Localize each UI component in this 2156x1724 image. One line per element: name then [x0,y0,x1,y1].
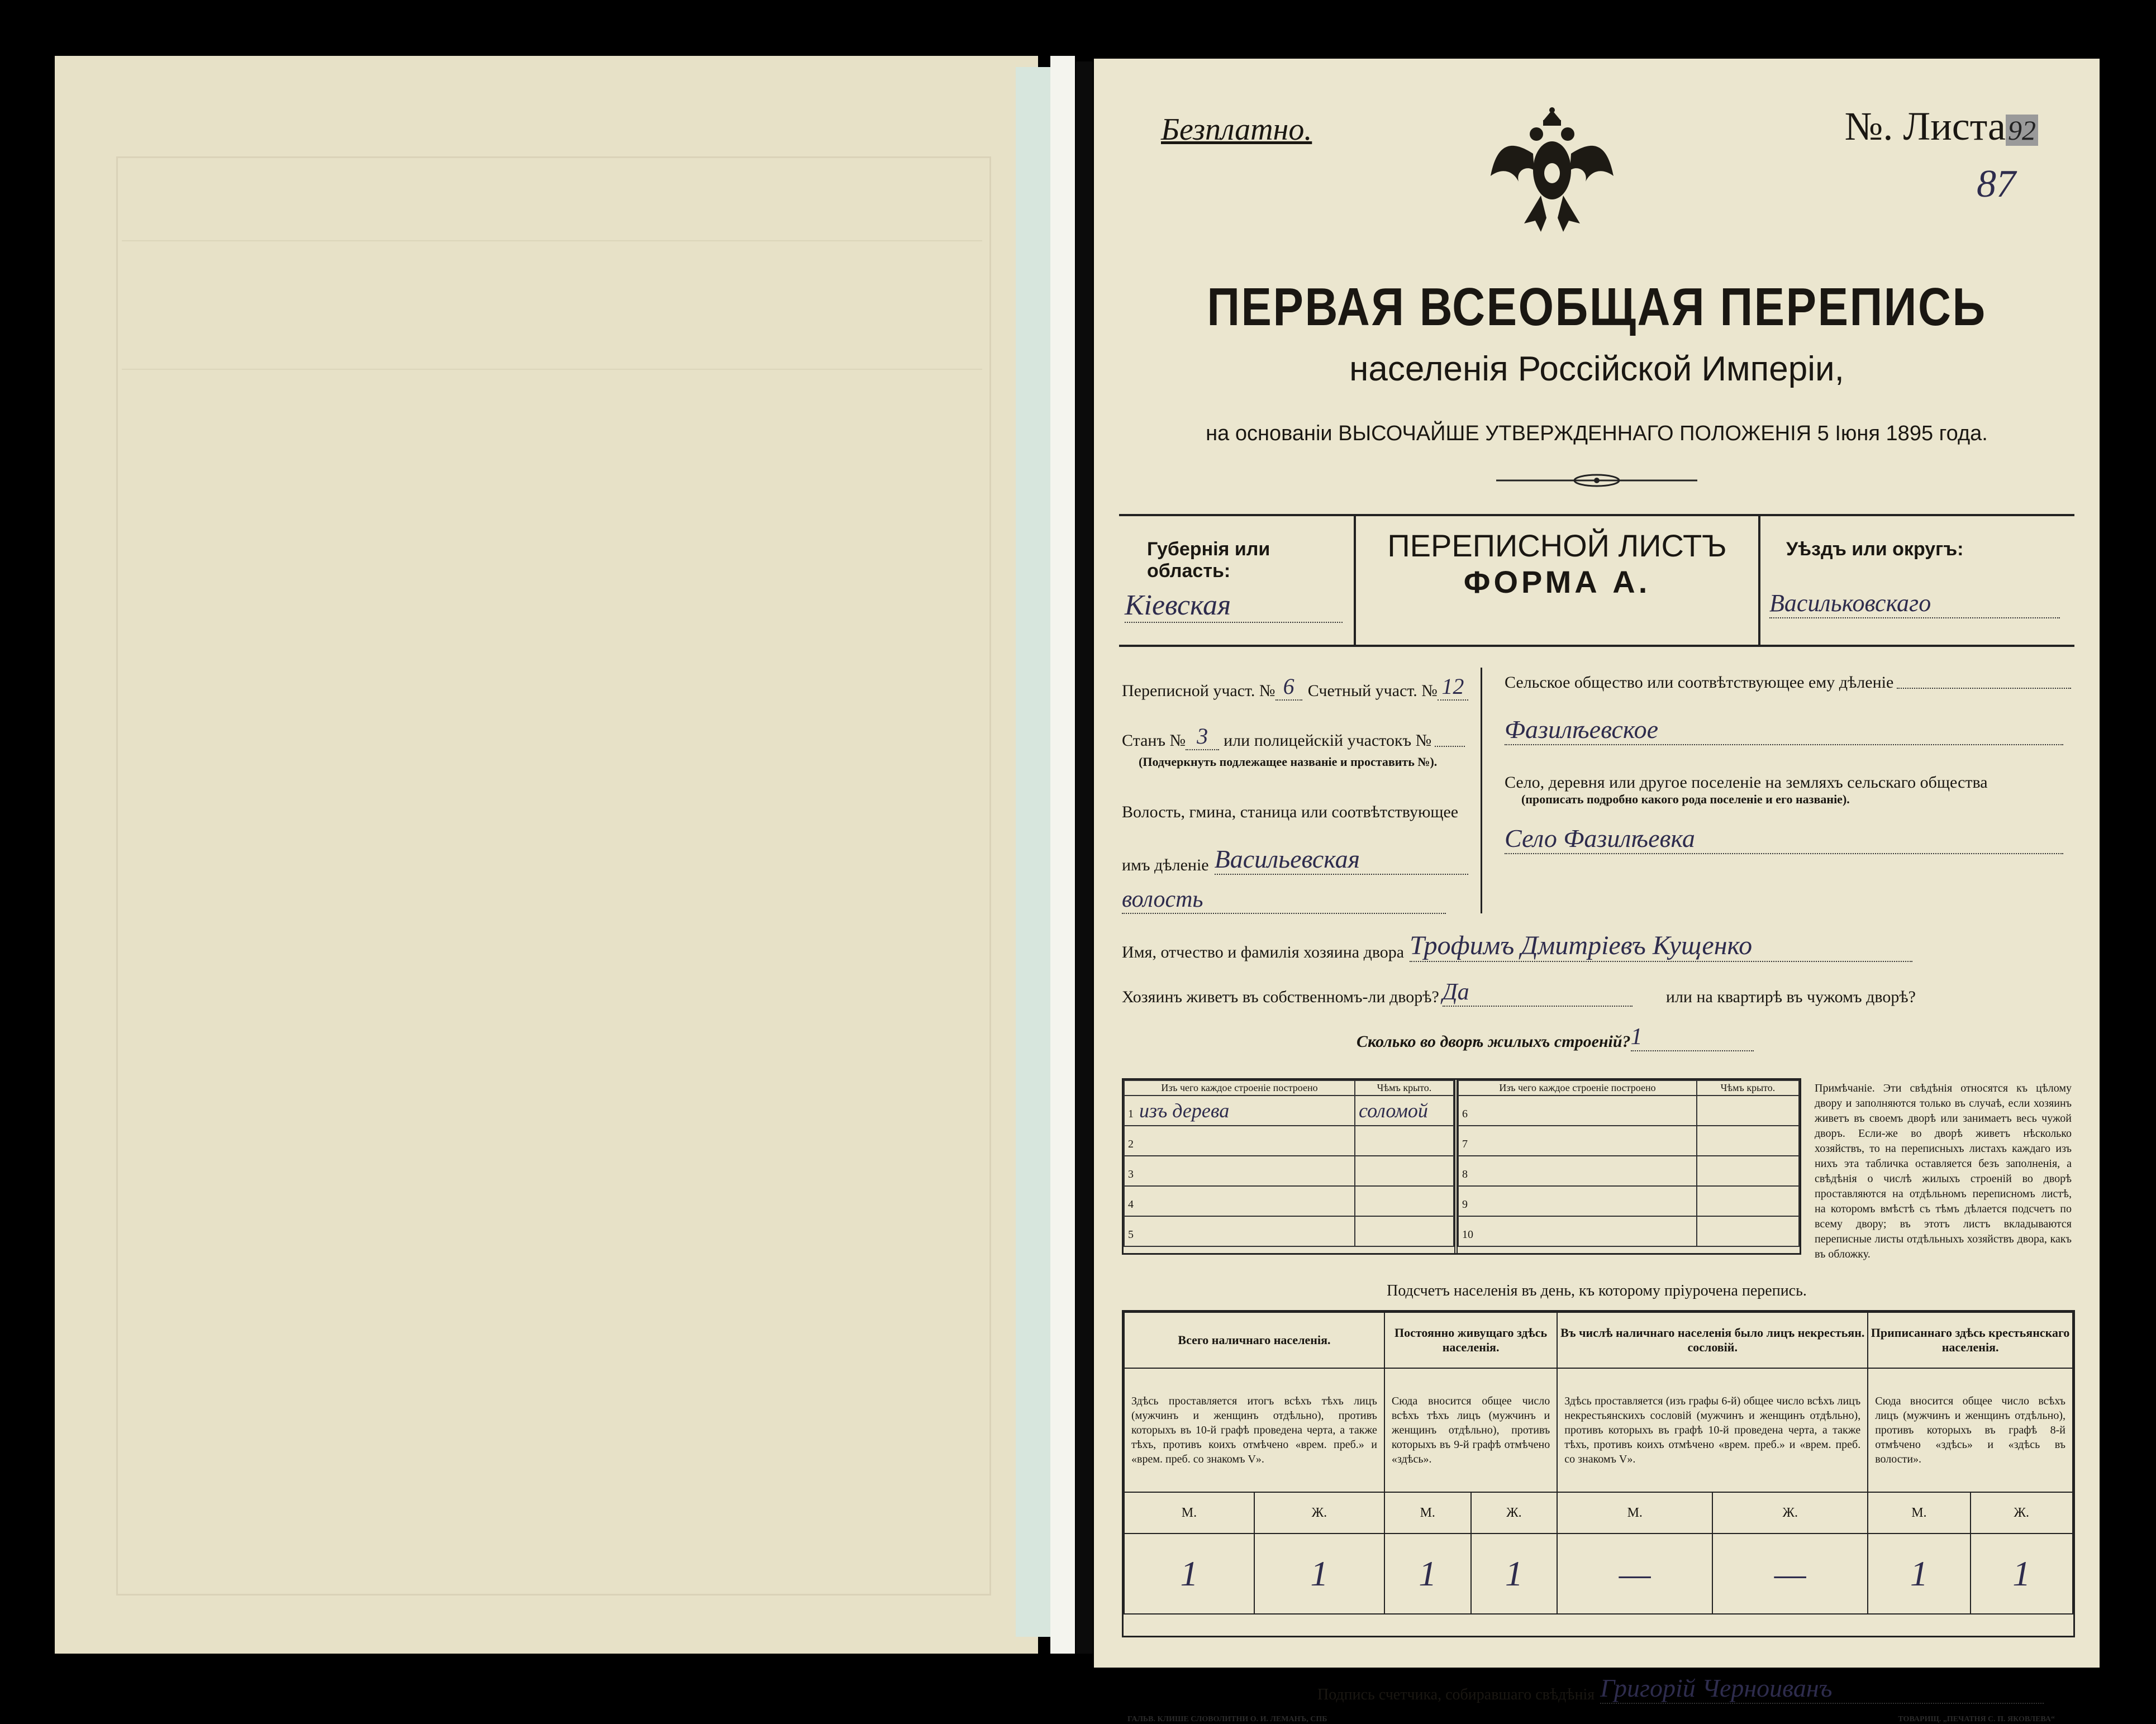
census-sheet-label: ПЕРЕПИСНОЙ ЛИСТЪ [1387,528,1727,563]
female-header: Ж. [1712,1492,1868,1533]
imperial-eagle-emblem [1485,103,1619,237]
form-subtitle: населенія Россійской Имперіи, [1349,350,1844,388]
building-roof-value [1697,1126,1799,1156]
faded-rule [122,240,982,241]
stan-row [1122,723,1468,750]
free-of-charge-label: Безплатно. [1161,112,1312,147]
faded-rule [122,369,982,370]
village-label: Село, деревня или другое поселеніе на земляхъ сельскаго общества [1505,773,1988,792]
material-header: Изъ чего каждое строеніе построено [1124,1080,1355,1096]
left-page [55,56,1038,1654]
building-roof-value [1355,1156,1454,1186]
village-note: (прописать подробно какого рода поселеніе и его названіе). [1521,792,1850,806]
building-roof-value [1697,1186,1799,1216]
row-number: 1 [1128,1108,1134,1120]
gubernia-value: Кіевская [1125,589,1343,623]
count-cell: — [1557,1533,1712,1614]
police-label: или полицейскій участокъ № [1224,731,1432,750]
signature-row [1317,1673,2044,1704]
female-header: Ж. [1254,1492,1384,1533]
building-row [1124,1186,1454,1216]
volost-label: Волость, гмина, станица или соотвѣтствующее [1122,803,1459,821]
village-value: Село Фазилѣевка [1505,823,2063,854]
count-cell: — [1712,1533,1868,1614]
stan-label: Станъ № [1122,731,1186,750]
population-title: Подсчетъ населенія въ день, къ которому пріурочена перепись. [1387,1282,1807,1299]
building-row [1124,1216,1454,1246]
building-roof-value: соломой [1355,1096,1454,1126]
building-roof-value [1697,1096,1799,1126]
ornament-divider [1496,469,1697,492]
female-header: Ж. [1971,1492,2073,1533]
schet-uch-value: 12 [1438,673,1468,701]
buildings-left-table [1124,1080,1454,1247]
buildings-note: Примѣчаніе. Эти свѣдѣнія относятся къ цѣлому двору и заполняются только въ случаѣ, если хозяинъ живетъ въ своемъ дворѣ или занимаетъ весь чужой дворъ. Если-же во дворѣ живетъ нѣсколько хозяйствъ, то на переписныхъ листахъ каждаго изъ нихъ эта табличка оставляется безъ заполненія, а свѣдѣнія о числѣ жилыхъ строеній во дворѣ проставляются на отдѣльномъ переписномъ листѣ, на которомъ вмѣстѣ съ тѣмъ дѣлается подсчетъ по всему двору; въ этотъ листъ вкладываются переписные листы отдѣльныхъ хозяйствъ двора, какъ въ обложку. [1815,1082,2072,1260]
count-cell: 1 [1868,1533,1970,1614]
binding-gutter [1076,61,1093,1654]
uezd-value: Васильковскаго [1769,589,2060,618]
row-number: 6 [1462,1108,1468,1120]
owner-label: Имя, отчество и фамилія хозяина двора [1122,943,1405,961]
buildings-label: Сколько во дворѣ жилыхъ строеній? [1357,1032,1631,1051]
society-value: Фазилѣевское [1505,715,2063,745]
form-type-cell [1354,516,1760,645]
handwritten-page-number: 87 [1977,163,2016,206]
page-edge [1050,56,1075,1654]
row-number: 4 [1128,1198,1134,1211]
perep-uch-label: Переписной участ. № [1122,682,1275,700]
building-material-cell [1124,1126,1355,1156]
building-row [1458,1186,1799,1216]
registered-peasant-header: Приписаннаго здѣсь крестьянскаго населенія. [1868,1312,2073,1368]
participation-row [1122,673,1468,701]
gubernia-cell [1119,516,1354,645]
own-yard-label: Хозяинъ живетъ въ собственномъ-ли дворѣ? [1122,988,1439,1006]
society-row [1505,673,2074,692]
row-number: 8 [1462,1168,1468,1180]
building-material-cell [1458,1186,1697,1216]
row-number: 9 [1462,1198,1468,1211]
perep-uch-value: 6 [1275,673,1302,701]
form-a-label: ФОРМА А. [1463,564,1651,599]
population-table-wrap [1122,1310,2075,1637]
building-roof-value [1355,1126,1454,1156]
buildings-left-half [1124,1080,1458,1253]
building-row [1458,1156,1799,1186]
row-number: 3 [1128,1168,1134,1180]
material-header: Изъ чего каждое строеніе построено [1458,1080,1697,1096]
buildings-right-table [1458,1080,1800,1247]
building-roof-value [1355,1216,1454,1246]
count-cell: 1 [1471,1533,1558,1614]
building-roof-value [1697,1156,1799,1186]
own-yard-value: Да [1443,979,1633,1007]
male-header: М. [1384,1492,1471,1533]
faded-frame [116,156,991,1596]
uezd-label: Уѣздъ или округъ: [1786,539,1964,560]
roof-header: Чѣмъ крыто. [1697,1080,1799,1096]
building-row [1458,1096,1799,1126]
volost-label2: имъ дѣленіе [1122,856,1209,874]
building-row [1124,1156,1454,1186]
building-row [1458,1216,1799,1246]
building-material-cell [1124,1216,1355,1246]
count-cell: 1 [1971,1533,2073,1614]
signature-label: Подпись счетчика, собиравшаго свѣдѣнія [1317,1686,1595,1703]
count-cell: 1 [1124,1533,1254,1614]
total-present-header: Всего наличнаго населенія. [1124,1312,1384,1368]
sheet-number-label [1845,103,2038,150]
buildings-value: 1 [1631,1023,1754,1051]
buildings-row [1357,1023,2072,1051]
count-cell: 1 [1254,1533,1384,1614]
stan-value: 3 [1186,723,1219,750]
sheet-number-value: 92 [2006,115,2038,146]
buildings-table [1122,1078,1801,1255]
owner-value: Трофимъ Дмитріевъ Кущенко [1410,930,1912,962]
female-header: Ж. [1471,1492,1558,1533]
building-row [1458,1126,1799,1156]
roof-header: Чѣмъ крыто. [1355,1080,1454,1096]
count-cell: 1 [1384,1533,1471,1614]
building-material-cell [1458,1126,1697,1156]
sheet-label-text: №. Листа [1844,104,2006,149]
non-peasant-header: Въ числѣ наличнаго населенія было лицъ некрестьян. сословій. [1557,1312,1868,1368]
footer-left-imprint: ГАЛЬВ. КЛИШЕ СЛОВОЛИТНИ О. И. ЛЕМАНЪ, СПБ [1127,1715,1327,1723]
building-roof-value [1355,1186,1454,1216]
schet-uch-label: Счетный участ. № [1307,682,1438,700]
row-number: 5 [1128,1228,1134,1241]
residence-row [1122,979,2072,1007]
volost-row [1122,844,1468,875]
legal-basis: на основаніи ВЫСОЧАЙШЕ УТВЕРЖДЕННАГО ПОЛОЖЕНІЯ 5 Іюня 1895 года. [1206,422,1988,445]
row-number: 2 [1128,1138,1134,1150]
left-fields [1122,673,1468,914]
owner-row [1122,930,2072,962]
building-material-cell [1458,1156,1697,1186]
census-form-page [1094,59,2100,1723]
row-number: 7 [1462,1138,1468,1150]
volost-value2: волость [1122,886,1446,914]
building-row [1124,1096,1454,1126]
form-header-box [1119,514,2074,647]
building-material-cell [1124,1156,1355,1186]
uezd-cell [1758,516,2074,645]
stan-note: (Подчеркнуть подлежащее названіе и проставить №). [1139,755,1438,769]
building-row [1124,1126,1454,1156]
owner-block [1122,930,2072,1051]
signature-value: Григорій Черноиванъ [1600,1673,2044,1704]
field-divider [1481,668,1482,913]
building-material-cell [1124,1186,1355,1216]
permanent-header: Постоянно живущаго здѣсь населенія. [1384,1312,1557,1368]
registered-peasant-desc: Сюда вносится общее число всѣхъ лицъ (мужчинъ и женщинъ отдѣльно), противъ которыхъ въ графѣ 8-й отмѣчено «здѣсь» и «здѣсь въ волости». [1868,1368,2073,1492]
male-header: М. [1868,1492,1970,1533]
apartment-label: или на квартирѣ въ чужомъ дворѣ? [1665,988,1916,1006]
footer-right-imprint: ТОВАРИЩ. „ПЕЧАТНЯ С. П. ЯКОВЛЕВА“ [1898,1715,2055,1723]
row-number: 10 [1462,1228,1473,1241]
building-material-cell [1458,1096,1697,1126]
form-title: ПЕРВАЯ ВСЕОБЩАЯ ПЕРЕПИСЬ [1207,277,1987,337]
buildings-right-half [1458,1080,1800,1253]
right-fields [1505,673,2074,854]
building-material-cell [1124,1096,1355,1126]
male-header: М. [1124,1492,1254,1533]
total-present-desc: Здѣсь проставляется итогъ всѣхъ тѣхъ лицъ (мужчинъ и женщинъ отдѣльно), противъ которыхъ въ 10-й графѣ проведена черта, а также тѣхъ, противъ коихъ отмѣчено «врем. преб.» и «врем. преб. со знакомъ V». [1124,1368,1384,1492]
police-blank [1435,745,1465,747]
non-peasant-desc: Здѣсь проставляется (изъ графы 6-й) общее число всѣхъ лицъ некрестьянскихъ сословій (мужчинъ и женщинъ отдѣльно), противъ которыхъ въ графѣ 10-й проведена черта, а также тѣхъ, противъ коихъ отмѣчено «врем. преб.» и «врем. преб. со знакомъ V». [1557,1368,1868,1492]
gubernia-label: Губернія или область: [1147,539,1270,582]
building-roof-value [1697,1216,1799,1246]
volost-value: Васильевская [1215,844,1468,875]
society-blank [1897,687,2071,689]
building-material-cell [1458,1216,1697,1246]
permanent-desc: Сюда вносится общее число всѣхъ тѣхъ лицъ (мужчинъ и женщинъ отдѣльно), противъ которыхъ въ 9-й графѣ отмѣчено «здѣсь». [1384,1368,1557,1492]
male-header: М. [1557,1492,1712,1533]
building-material-value: изъ дерева [1139,1099,1230,1122]
society-label: Сельское общество или соотвѣтствующее ему дѣленіе [1505,673,1894,692]
population-table [1124,1312,2073,1615]
